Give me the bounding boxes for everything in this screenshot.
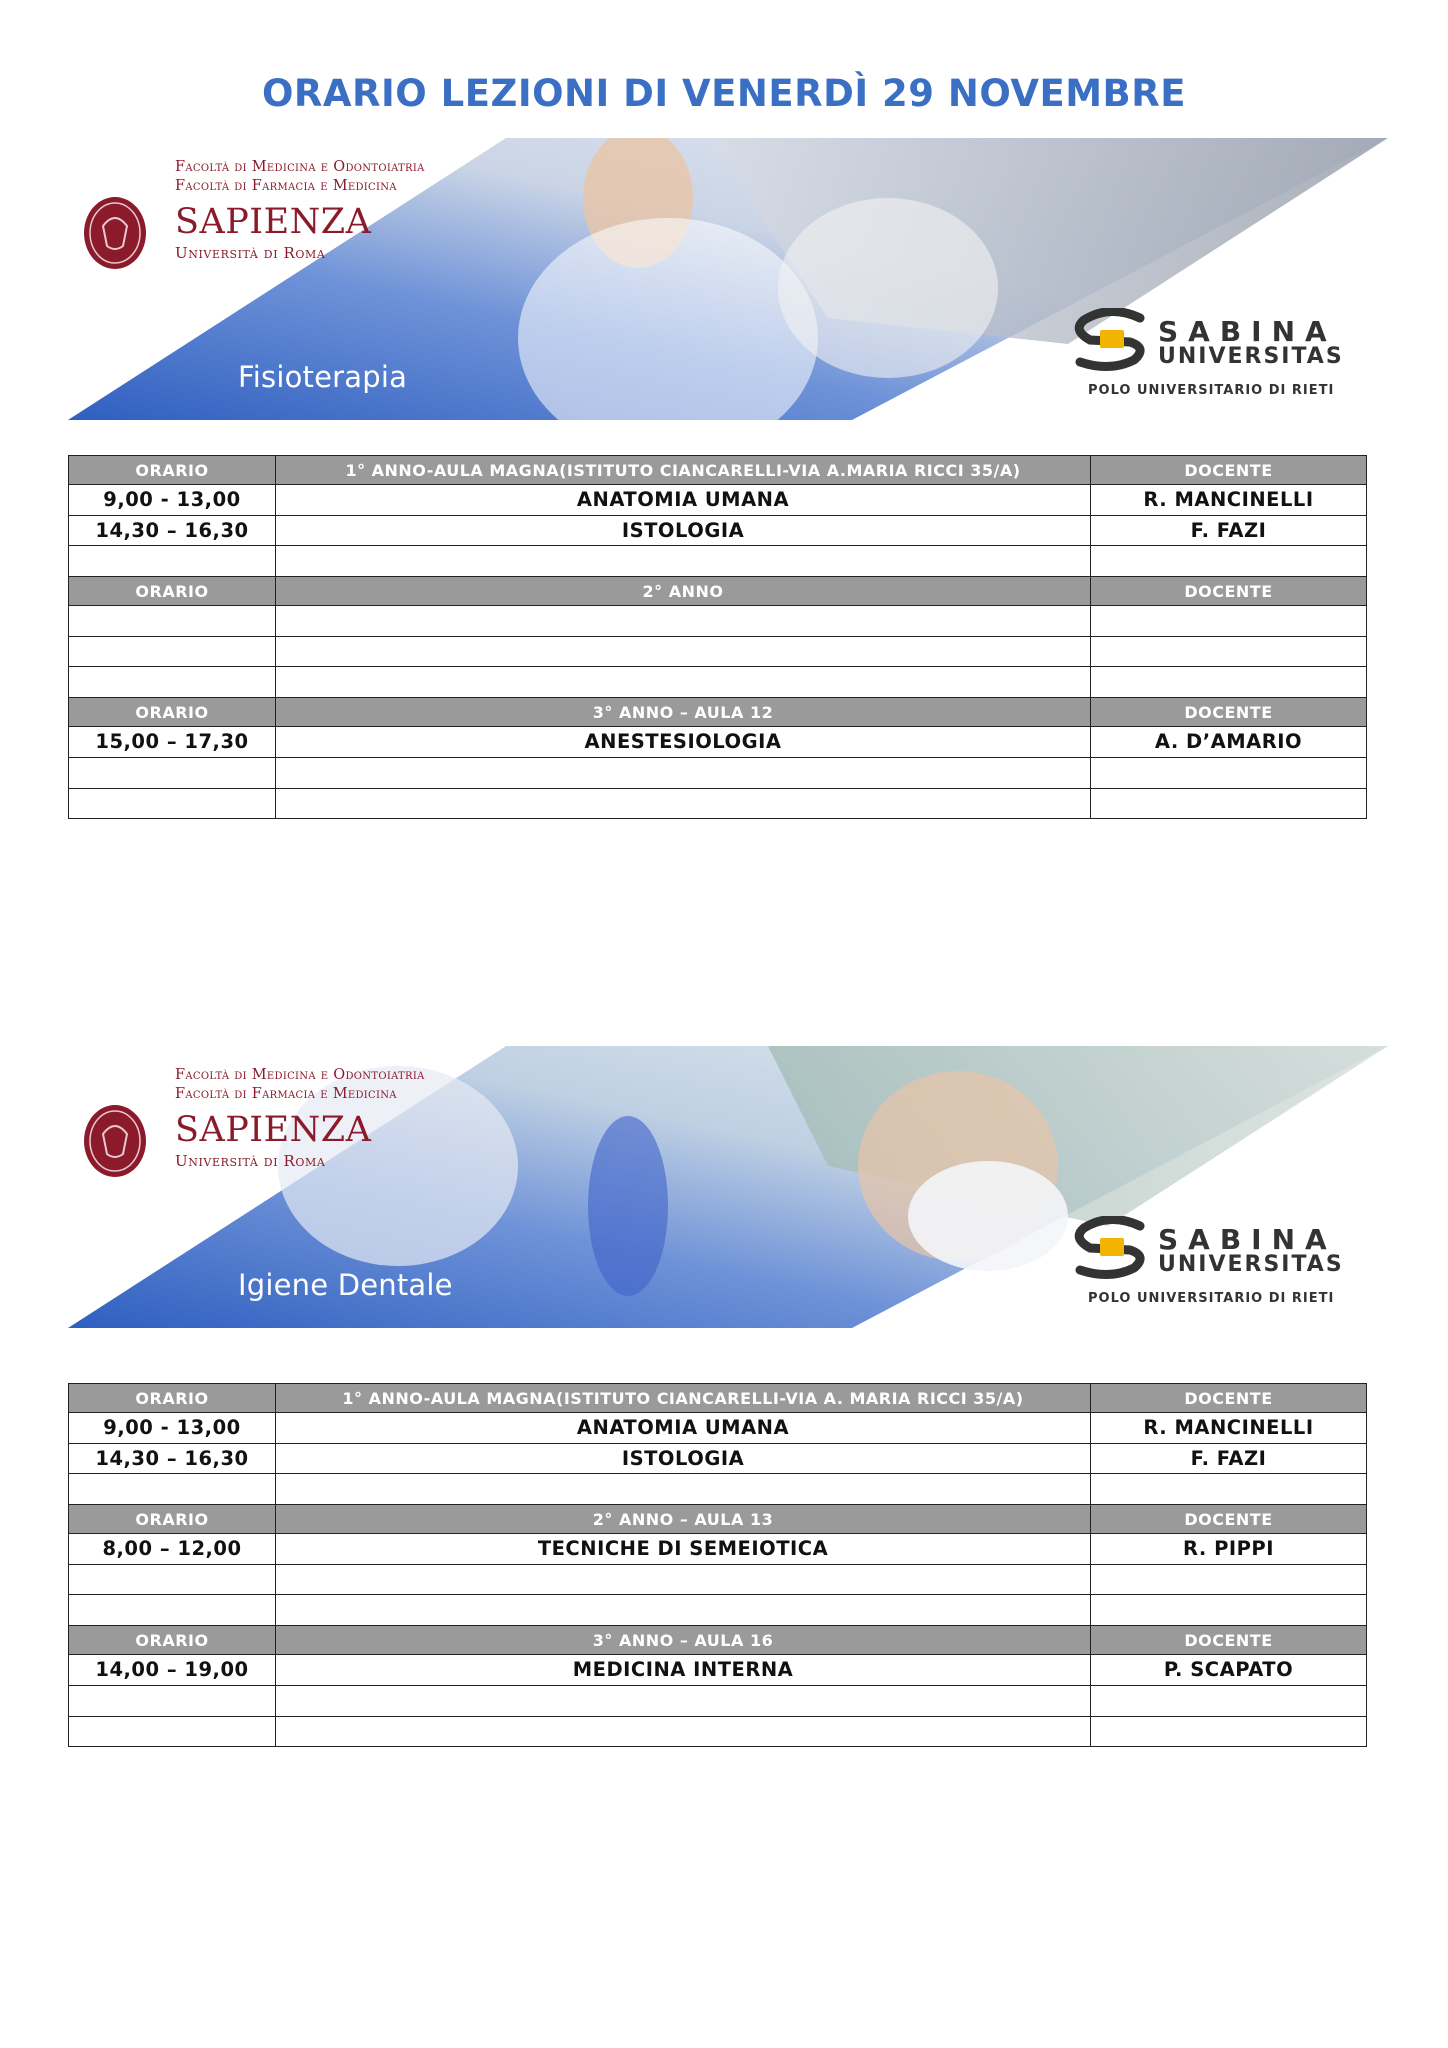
table-header <box>69 456 1367 485</box>
cell-subject: ISTOLOGIA <box>276 1443 1091 1474</box>
cell-subject <box>276 788 1091 819</box>
cell-teacher: R. MANCINELLI <box>1091 485 1367 516</box>
cell-subject: ANATOMIA UMANA <box>276 485 1091 516</box>
banner-igiene-dentale <box>68 1046 1388 1328</box>
header-orario: ORARIO <box>69 698 276 727</box>
partner-name-2: UNIVERSITAS <box>1158 344 1344 369</box>
cell-teacher: R. MANCINELLI <box>1091 1413 1367 1444</box>
faculty-line-1: Facoltà di Medicina e Odontoiatria <box>175 159 425 175</box>
cell-time <box>69 1595 276 1626</box>
cell-subject: TECNICHE DI SEMEIOTICA <box>276 1534 1091 1565</box>
header-docente: DOCENTE <box>1091 456 1367 485</box>
header-orario: ORARIO <box>69 1626 276 1655</box>
table-row <box>69 485 1367 516</box>
table-row <box>69 606 1367 637</box>
table-row <box>69 1474 1367 1505</box>
cell-teacher <box>1091 1474 1367 1505</box>
university-name: SAPIENZA <box>175 1110 372 1150</box>
schedule-table-igiene-dentale <box>68 1383 1367 1747</box>
header-year: 2° ANNO <box>276 577 1091 606</box>
header-year: 1° ANNO-AULA MAGNA(ISTITUTO CIANCARELLI-VIA A.MARIA RICCI 35/A) <box>276 456 1091 485</box>
cell-teacher <box>1091 606 1367 637</box>
header-year: 2° ANNO – AULA 13 <box>276 1505 1091 1534</box>
table-row <box>69 727 1367 758</box>
cell-teacher <box>1091 1685 1367 1716</box>
header-orario: ORARIO <box>69 1384 276 1413</box>
cell-subject: ISTOLOGIA <box>276 515 1091 546</box>
table-row <box>69 788 1367 819</box>
faculty-line-1: Facoltà di Medicina e Odontoiatria <box>175 1067 425 1083</box>
faculty-lines <box>175 1066 425 1104</box>
cell-teacher: R. PIPPI <box>1091 1534 1367 1565</box>
header-year: 1° ANNO-AULA MAGNA(ISTITUTO CIANCARELLI-VIA A. MARIA RICCI 35/A) <box>276 1384 1091 1413</box>
table-row <box>69 1716 1367 1747</box>
cell-time <box>69 757 276 788</box>
cell-subject <box>276 667 1091 698</box>
table-row <box>69 667 1367 698</box>
university-subtitle: Università di Roma <box>175 244 326 262</box>
sabina-logo-icon <box>1070 308 1154 372</box>
header-orario: ORARIO <box>69 1505 276 1534</box>
cell-subject <box>276 1685 1091 1716</box>
university-subtitle: Università di Roma <box>175 1152 326 1170</box>
cell-subject <box>276 1564 1091 1595</box>
header-orario: ORARIO <box>69 577 276 606</box>
sapienza-seal-icon <box>83 1104 147 1178</box>
cell-time <box>69 1716 276 1747</box>
partner-subtitle: POLO UNIVERSITARIO DI RIETI <box>1088 383 1335 398</box>
table-header <box>69 1505 1367 1534</box>
schedule-table-fisioterapia <box>68 455 1367 819</box>
header-year: 3° ANNO – AULA 16 <box>276 1626 1091 1655</box>
partner-name: SABINA <box>1158 1223 1337 1256</box>
cell-time: 15,00 – 17,30 <box>69 727 276 758</box>
banner-fisioterapia <box>68 138 1388 420</box>
table-row <box>69 1534 1367 1565</box>
table-row <box>69 757 1367 788</box>
cell-time <box>69 1564 276 1595</box>
header-docente: DOCENTE <box>1091 698 1367 727</box>
cell-teacher <box>1091 1595 1367 1626</box>
cell-subject <box>276 636 1091 667</box>
university-name: SAPIENZA <box>175 202 372 242</box>
cell-time <box>69 606 276 637</box>
table-header <box>69 577 1367 606</box>
table-row <box>69 1564 1367 1595</box>
table-header <box>69 1626 1367 1655</box>
table-row <box>69 1595 1367 1626</box>
header-docente: DOCENTE <box>1091 577 1367 606</box>
table-row <box>69 546 1367 577</box>
cell-teacher: P. SCAPATO <box>1091 1655 1367 1686</box>
cell-time <box>69 788 276 819</box>
cell-teacher <box>1091 1564 1367 1595</box>
table-row <box>69 636 1367 667</box>
table-header <box>69 698 1367 727</box>
faculty-line-2: Facoltà di Farmacia e Medicina <box>175 1086 397 1102</box>
cell-teacher <box>1091 788 1367 819</box>
cell-teacher: F. FAZI <box>1091 515 1367 546</box>
header-year: 3° ANNO – AULA 12 <box>276 698 1091 727</box>
cell-subject: MEDICINA INTERNA <box>276 1655 1091 1686</box>
faculty-line-2: Facoltà di Farmacia e Medicina <box>175 178 397 194</box>
header-orario: ORARIO <box>69 456 276 485</box>
cell-subject <box>276 1595 1091 1626</box>
header-docente: DOCENTE <box>1091 1505 1367 1534</box>
course-name: Igiene Dentale <box>238 1268 453 1302</box>
table-row <box>69 1413 1367 1444</box>
cell-teacher <box>1091 1716 1367 1747</box>
cell-teacher <box>1091 667 1367 698</box>
cell-subject <box>276 1474 1091 1505</box>
table-row <box>69 515 1367 546</box>
table-row <box>69 1443 1367 1474</box>
partner-name-2: UNIVERSITAS <box>1158 1252 1344 1277</box>
table-row <box>69 1685 1367 1716</box>
partner-subtitle: POLO UNIVERSITARIO DI RIETI <box>1088 1291 1335 1306</box>
sapienza-seal-icon <box>83 196 147 270</box>
cell-time <box>69 1474 276 1505</box>
cell-teacher <box>1091 546 1367 577</box>
cell-time <box>69 546 276 577</box>
header-docente: DOCENTE <box>1091 1384 1367 1413</box>
page-title: ORARIO LEZIONI DI VENERDÌ 29 NOVEMBRE <box>261 72 1187 115</box>
cell-subject <box>276 606 1091 637</box>
cell-time: 14,00 – 19,00 <box>69 1655 276 1686</box>
header-docente: DOCENTE <box>1091 1626 1367 1655</box>
cell-subject <box>276 757 1091 788</box>
cell-teacher: F. FAZI <box>1091 1443 1367 1474</box>
table-row <box>69 1655 1367 1686</box>
cell-teacher <box>1091 757 1367 788</box>
cell-teacher <box>1091 636 1367 667</box>
partner-name: SABINA <box>1158 315 1337 348</box>
cell-time: 14,30 – 16,30 <box>69 515 276 546</box>
cell-subject: ANATOMIA UMANA <box>276 1413 1091 1444</box>
cell-time: 14,30 – 16,30 <box>69 1443 276 1474</box>
cell-time: 9,00 - 13,00 <box>69 485 276 516</box>
faculty-lines <box>175 158 425 196</box>
cell-subject: ANESTESIOLOGIA <box>276 727 1091 758</box>
cell-time <box>69 1685 276 1716</box>
cell-teacher: A. D’AMARIO <box>1091 727 1367 758</box>
course-name: Fisioterapia <box>238 360 408 394</box>
cell-time: 8,00 – 12,00 <box>69 1534 276 1565</box>
cell-time: 9,00 - 13,00 <box>69 1413 276 1444</box>
cell-time <box>69 667 276 698</box>
cell-subject <box>276 546 1091 577</box>
sabina-logo-icon <box>1070 1216 1154 1280</box>
cell-subject <box>276 1716 1091 1747</box>
cell-time <box>69 636 276 667</box>
table-header <box>69 1384 1367 1413</box>
